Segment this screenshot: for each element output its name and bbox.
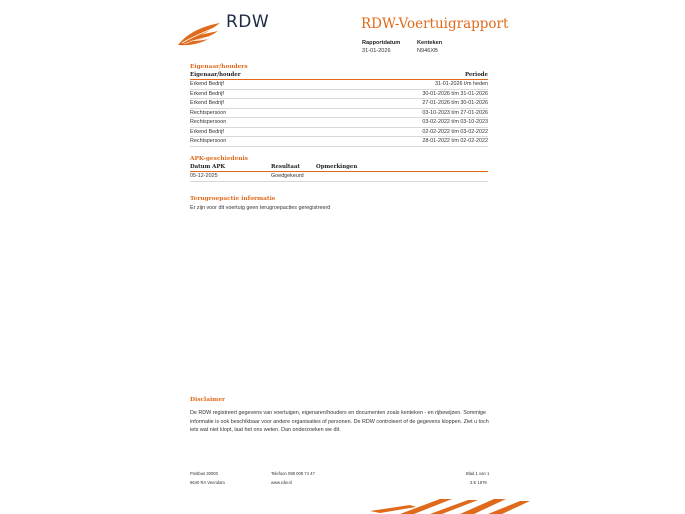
report-date-label: Rapportdatum [362,40,401,46]
apk-table [190,164,488,182]
table-row [190,118,488,128]
table-row [190,137,488,147]
table-row [190,128,488,138]
owner-cell: Erkend Bedrijf [190,100,224,106]
apk-result-cell: Goedgekeurd [271,173,304,179]
rdw-logo-icon [176,21,222,47]
plate-value: N946XB [417,48,438,54]
apk-result-column-header: Resultaat [271,164,300,170]
table-row [190,99,488,109]
owner-column-header: Eigenaar/houder [190,72,241,78]
owner-cell: Erkend Bedrijf [190,90,224,97]
owner-cell: Erkend Bedrijf [190,128,224,135]
period-cell: 30-01-2026 t/m 31-01-2026 [422,90,488,97]
period-cell: 02-02-2022 t/m 03-02-2022 [422,128,488,135]
footer-website-link[interactable]: www.rdw.nl [271,480,292,485]
apk-remarks-cell [316,172,436,181]
owner-cell: Rechtspersoon [190,109,227,116]
table-row [190,90,488,100]
plate-block [417,40,442,54]
recall-text: Er zijn voor dit voertuig geen terugroepacties geregistreerd [190,205,331,211]
apk-section-title: APK-geschiedenis [190,156,248,162]
table-row [190,80,488,90]
owner-cell: Rechtspersoon [190,119,227,125]
footer-city: 9640 RA Veendam [190,480,225,485]
disclaimer-text: De RDW registreert gegevens van voertuigen, eigenaren/houders en documenten zoals kenteken - en rijbewijzen. Sommige informatie is ook beschikbaar voor andere organisaties of personen. De RDW controleert of de gegevens kloppen. Ziet u toch iets wat niet klopt, laat het ons weten. Dan onderzoeken we dit. [190,410,489,433]
period-cell: 27-01-2026 t/m 30-01-2026 [422,100,488,106]
owner-cell: Erkend Bedrijf [190,81,224,87]
period-column-header: Periode [464,72,488,78]
footer-postbus: Postbus 30000 [190,471,218,476]
plate-label: Kenteken [417,40,443,46]
owner-cell: Rechtspersoon [190,138,227,144]
document-title: RDW-Voertuigrapport [361,16,509,32]
recall-section-title: Terugroepactie informatie [190,196,276,202]
footer-phone: Telefoon 088 008 74 47 [271,471,315,476]
apk-table-header [190,164,488,172]
table-row [190,109,488,119]
period-cell: 31-01-2026 t/m heden [434,81,488,87]
owners-section-title: Eigenaar/houders [190,64,248,70]
decorative-stripes-icon [370,497,530,514]
owners-table-header [190,72,488,80]
period-cell: 03-10-2023 t/m 27-01-2026 [422,109,488,116]
owners-table [190,72,488,147]
table-row [190,172,488,182]
apk-date-cell: 05-12-2025 [190,173,218,179]
period-cell: 28-01-2022 t/m 02-02-2022 [422,138,488,144]
report-date-block [362,40,400,54]
report-date-value: 31-01-2026 [362,48,391,54]
footer-page-number: Blad 1 van 1 [466,471,490,476]
period-cell: 03-02-2022 t/m 03-10-2023 [422,119,488,125]
footer-code: 3 E 1879 [470,480,487,485]
disclaimer-title: Disclaimer [190,397,226,403]
apk-remarks-column-header: Opmerkingen [316,164,358,170]
apk-date-column-header: Datum APK [190,164,226,170]
logo-text: RDW [226,12,270,32]
